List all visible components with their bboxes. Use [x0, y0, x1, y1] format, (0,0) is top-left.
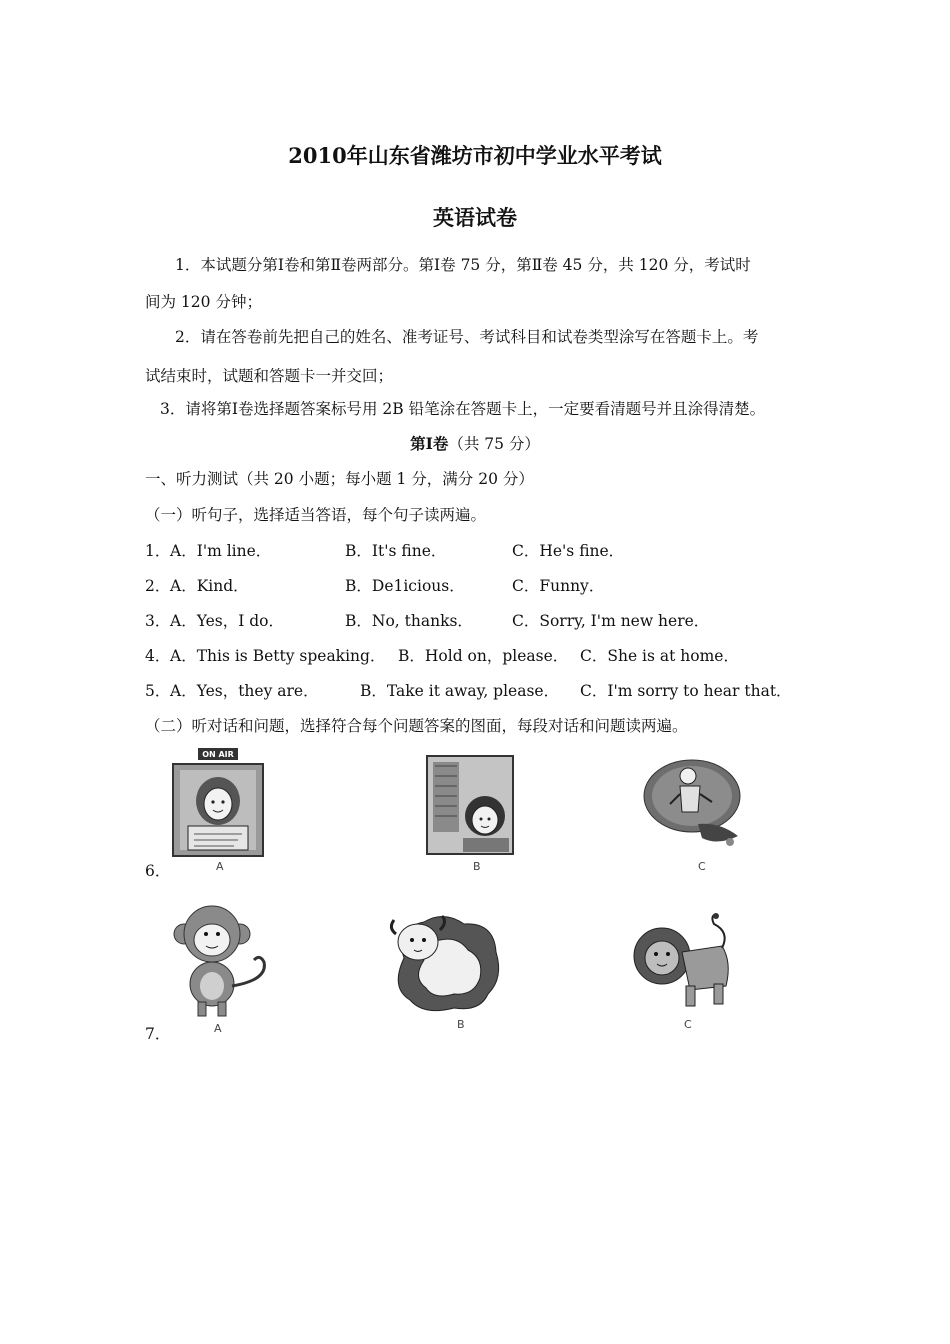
option-b: B．Take it away, please． — [360, 682, 560, 700]
picture-caption: A — [216, 860, 224, 873]
option-a: A．This is Betty speaking． — [170, 647, 386, 665]
instruction-1-line-1: 1．本试题分第Ⅰ卷和第Ⅱ卷两部分。第Ⅰ卷 75 分，第Ⅱ卷 45 分，共 120 分，考试时 — [175, 256, 751, 274]
option-c: C．Sorry, I'm new here． — [512, 612, 710, 630]
option-a: A．Kind． — [170, 577, 249, 595]
radio-host-picture — [168, 746, 268, 864]
instruction-3: 3．请将第Ⅰ卷选择题答案标号用 2B 铅笔涂在答题卡上，一定要看清题号并且涂得清楚。 — [160, 400, 766, 418]
thought-bubble-picture — [640, 754, 745, 854]
question-number: 5． — [145, 682, 171, 700]
subsection-1: （一）听句子，选择适当答语，每个句子读两遍。 — [145, 506, 487, 524]
part-heading-bold: 第Ⅰ卷 — [410, 434, 449, 453]
picture-caption: B — [473, 860, 481, 873]
instruction-2-line-1: 2．请在答卷前先把自己的姓名、准考证号、考试科目和试卷类型涂写在答题卡上。考 — [175, 328, 759, 346]
option-a: A．Yes，they are． — [170, 682, 319, 700]
question-number: 1． — [145, 542, 171, 560]
sheep-picture — [384, 908, 506, 1020]
question-number: 4． — [145, 647, 171, 665]
subsection-2: （二）听对话和问题，选择符合每个问题答案的图面，每段对话和问题读两遍。 — [145, 717, 688, 735]
option-a: A．Yes，I do． — [170, 612, 285, 630]
on-air-sign: ON AIR — [202, 750, 234, 759]
question-number: 2． — [145, 577, 171, 595]
option-b: B．It's fine． — [345, 542, 447, 560]
picture-caption: A — [214, 1022, 222, 1035]
exam-subtitle: 英语试卷 — [433, 205, 517, 230]
question-number: 6． — [145, 862, 171, 880]
option-c: C．Funny． — [512, 577, 605, 595]
instruction-1-line-2: 间为 120 分钟； — [145, 293, 262, 311]
lion-picture — [630, 912, 736, 1016]
part-heading — [0, 432, 950, 454]
option-c: C．She is at home． — [580, 647, 739, 665]
option-b: B．Hold on，please． — [398, 647, 569, 665]
option-c: C．He's fine． — [512, 542, 625, 560]
question-number: 7． — [145, 1025, 171, 1043]
monkey-picture — [172, 904, 274, 1020]
option-b: B．No, thanks． — [345, 612, 473, 630]
exam-title: 2010年山东省潍坊市初中学业水平考试 — [288, 143, 662, 168]
picture-caption: B — [457, 1018, 465, 1031]
part-heading-rest: （共 75 分） — [448, 435, 540, 453]
picture-caption: C — [684, 1018, 692, 1031]
option-a: A．I'm line． — [170, 542, 272, 560]
section-listening: 一、听力测试（共 20 小题；每小题 1 分，满分 20 分） — [145, 470, 534, 488]
girl-reading-picture — [425, 754, 520, 858]
question-number: 3． — [145, 612, 171, 630]
option-c: C．I'm sorry to hear that． — [580, 682, 792, 700]
option-b: B．De1icious． — [345, 577, 465, 595]
instruction-2-line-2: 试结束时，试题和答题卡一并交回； — [145, 367, 394, 385]
picture-caption: C — [698, 860, 706, 873]
